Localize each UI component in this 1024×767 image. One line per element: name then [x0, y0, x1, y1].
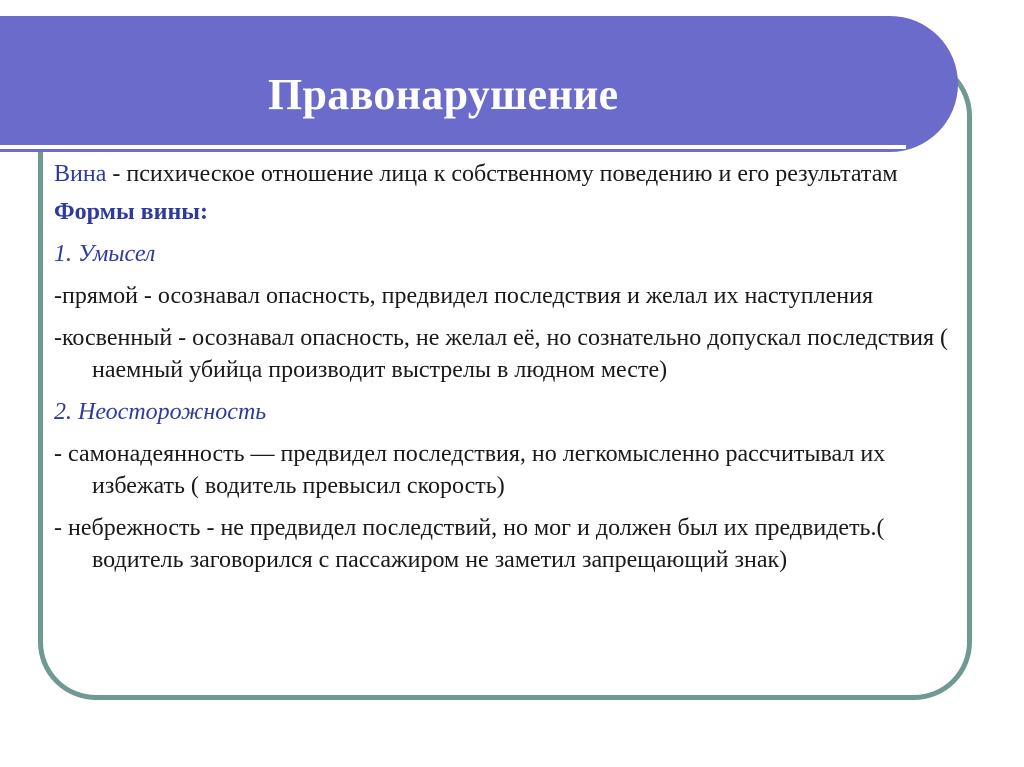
negligence-heading: 2. Неосторожность: [54, 399, 267, 425]
title-band: [0, 16, 958, 152]
guilt-definition-paragraph: [54, 158, 960, 190]
forms-heading: Формы вины:: [54, 199, 209, 225]
carelessness-item: - небрежность - не предвидел последствий, но мог и должен был их предвидеть.( водитель заговорился с пассажиром не заметил запрещающий знак): [54, 515, 885, 573]
title-underline: [0, 145, 906, 149]
indirect-intent-item: -косвенный - осознавал опасность, не желал её, но сознательно допускал последствия ( наемный убийца производит выстрелы в людном месте): [54, 325, 949, 383]
guilt-definition: - психическое отношение лица к собственному поведению и его результатам: [106, 161, 898, 187]
intent-heading: 1. Умысел: [54, 241, 156, 267]
slide-content: [54, 158, 960, 576]
guilt-term: Вина: [54, 161, 107, 187]
overconfidence-item: - самонадеянность — предвидел последствия, но легкомысленно рассчитывал их избежать ( водитель превысил скорость): [54, 441, 886, 499]
direct-intent-item: -прямой - осознавал опасность, предвидел последствия и желал их наступления: [54, 283, 873, 309]
slide-title: Правонарушение: [268, 70, 619, 119]
